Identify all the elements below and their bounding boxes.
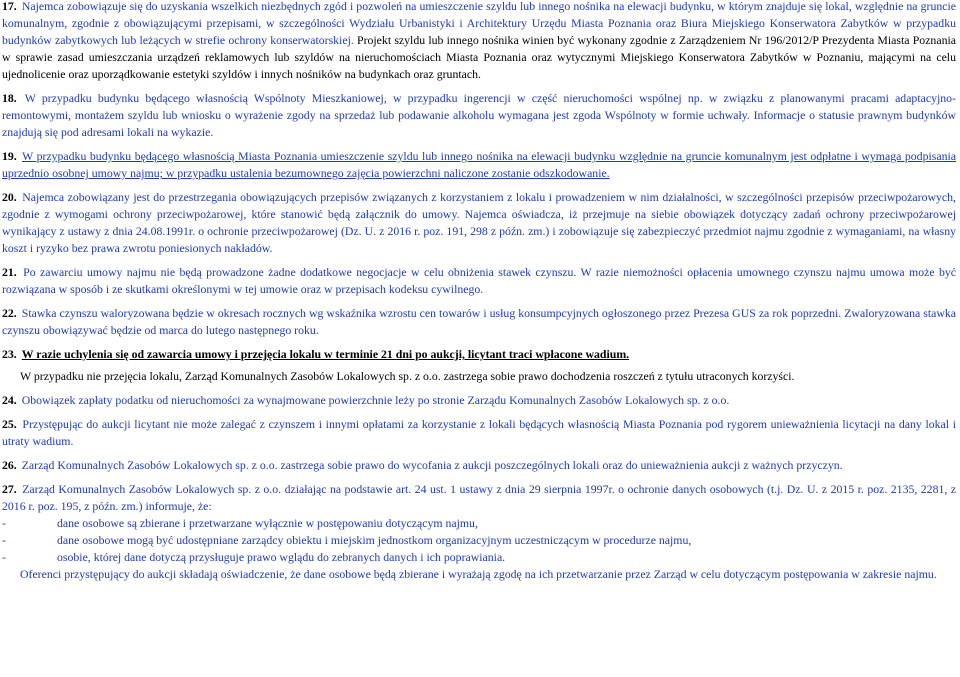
data-protection-list [2, 515, 956, 566]
paragraph-27-closing: Oferenci przystępujący do aukcji składają oświadczenie, że dane osobowe będą zbierane i wyrażają zgodę na ich przetwarzanie przez Zarząd w celu dotyczącym postępowania w zakresie najmu. [20, 567, 937, 581]
list-item: - dane osobowe są zbierane i przetwarzane wyłącznie w postępowaniu dotyczącym najmu, [2, 515, 956, 532]
paragraph-text: Projekt szyldu lub innego nośnika winien być wykonany zgodnie z Zarządzeniem Nr 196/2012/P Prezydenta Miasta Poznania w sprawie zasad umieszczania urządzeń reklamowych lub szyldów na nieruchomościach Miasta Poznania oraz wytycznymi Miejskiego Konserwatora Zabytków w Poznaniu, mającymi na celu ujednolicenie oraz uporządkowanie estetyki szyldów i innych nośników na budynkach oraz gruntach. [2, 33, 956, 81]
list-item: - dane osobowe mogą być udostępniane zarządcy obiektu i miejskim jednostkom organizacyjnym uczestniczącym w procedurze najmu, [2, 532, 956, 549]
paragraph-text: Zarząd Komunalnych Zasobów Lokalowych sp. z o.o. działając na podstawie art. 24 ust. 1 ustawy z dnia 29 sierpnia 1997r. o ochronie danych osobowych (t.j. Dz. U. z 2015 r. poz. 2135, 2281, z 2016 r. poz. 195, z późn. zm.) informuje, że: [2, 482, 957, 513]
paragraph-text: Najemca zobowiązany jest do przestrzegania obowiązujących przepisów związanych z korzystaniem z lokalu i prowadzeniem w nim działalności, w szczególności przepisów przeciwpożarowych, zgodnie z wymogami ochrony przeciwpożarowej, które stanowić będą załącznik do umowy. Najemca oświadcza, iż przejmuje na siebie obowiązek dotyczący zadań ochrony przeciwpożarowej wynikający z ustawy z dnia 24.08.1991r. o ochronie przeciwpożarowej (Dz. U. z 2016 r. poz. 191, 298 z późn. zm.) i zobowiązuje się zabezpieczyć przedmiot najmu zgodnie z wymaganiami, na własny koszt i ryzyko bez prawa zwrotu poniesionych nakładów. [2, 190, 956, 255]
paragraph-number: 27. [2, 482, 17, 496]
paragraph-number: 17. [2, 0, 17, 13]
paragraph-text: Przystępując do aukcji licytant nie może zalegać z czynszem i innymi opłatami za korzystanie z lokali będących własnością Miasta Poznania pod rygorem unieważnienia licytacji na dany lokal i utraty wadium. [2, 417, 956, 448]
paragraph-number: 23. [2, 347, 17, 361]
paragraph-text: Obowiązek zapłaty podatku od nieruchomości za wynajmowane powierzchnie leży po stronie Zarządu Komunalnych Zasobów Lokalowych sp. z o.o. [21, 393, 730, 407]
paragraph-21 [2, 264, 956, 298]
paragraph-24 [2, 392, 956, 409]
paragraph-text: W przypadku budynku będącego własnością Wspólnoty Mieszkaniowej, w przypadku ingerencji w część nieruchomości wspólnej np. w związku z planowanymi pracami adaptacyjno-remontowymi, montażem szyldu lub wniosku o wyrażenie zgody na sprzedaż lub podawanie alkoholu wymagana jest zgoda Wspólnoty w formie uchwały. Informacje o statusie prawnym budynków znajdują się pod adresami lokali na wykazie. [2, 91, 956, 139]
paragraph-number: 20. [2, 190, 17, 204]
list-item: - osobie, której dane dotyczą przysługuje prawo wglądu do zebranych danych i ich poprawiania. [2, 549, 956, 566]
paragraph-text: Stawka czynszu waloryzowana będzie w okresach rocznych wg wskaźnika wzrostu cen towarów i usług konsumpcyjnych ogłoszonego przez Prezesa GUS za rok poprzedni. Zwaloryzowana stawka czynszu obowiązywać będzie od marca do lutego następnego roku. [2, 306, 957, 337]
paragraph-number: 18. [2, 91, 17, 105]
paragraph-text: W przypadku budynku będącego własnością Miasta Poznania umieszczenie szyldu lub innego nośnika na elewacji budynku względnie na gruncie komunalnym jest odpłatne i wymaga podpisania uprzednio osobnej umowy najmu; w przypadku ustalenia bezumownego zajęcia powierzchni naliczone zostanie odszkodowanie. [2, 149, 956, 180]
paragraph-18 [2, 90, 956, 141]
paragraph-26 [2, 457, 956, 474]
paragraph-23-follow: W przypadku nie przejęcia lokalu, Zarząd Komunalnych Zasobów Lokalowych sp. z o.o. zastrzega sobie prawo dochodzenia roszczeń z tytułu utraconych korzyści. [20, 369, 795, 383]
paragraph-22 [2, 305, 956, 339]
paragraph-17 [2, 0, 956, 83]
paragraph-text-bold: W razie uchylenia się od zawarcia umowy i przejęcia lokalu w terminie 21 dni po aukcji, licytant traci wpłacone wadium. [21, 347, 630, 361]
paragraph-23 [2, 346, 956, 363]
paragraph-20 [2, 189, 956, 257]
paragraph-number: 21. [2, 265, 17, 279]
paragraph-19 [2, 148, 956, 182]
paragraph-text: Zarząd Komunalnych Zasobów Lokalowych sp. z o.o. zastrzega sobie prawo do wycofania z aukcji poszczególnych lokali oraz do unieważnienia aukcji z ważnych przyczyn. [21, 458, 843, 472]
paragraph-25 [2, 416, 956, 450]
paragraph-number: 24. [2, 393, 17, 407]
paragraph-27 [2, 481, 956, 515]
paragraph-number: 22. [2, 306, 17, 320]
paragraph-number: 19. [2, 149, 17, 163]
paragraph-number: 25. [2, 417, 17, 431]
paragraph-text-highlighted: Najemca zobowiązuje się do uzyskania wszelkich niezbędnych zgód i pozwoleń na umieszczenie szyldu lub innego nośnika na elewacji budynku, w którym znajduje się lokal, względnie na gruncie komunalnym, zgodnie z obowiązującymi przepisami, w szczególności Wydziału Urbanistyki i Architektury Urzędu Miasta Poznania oraz Biura Miejskiego Konserwatora Zabytków w przypadku budynków zabytkowych lub leżących w strefie ochrony konserwatorskiej. [2, 0, 957, 47]
paragraph-text: Po zawarciu umowy najmu nie będą prowadzone żadne dodatkowe negocjacje w celu obniżenia stawek czynszu. W razie niemożności opłacenia umownego czynszu najmu umowa może być rozwiązana w sposób i ze skutkami określonymi w tej umowie oraz w przepisach kodeksu cywilnego. [2, 265, 957, 296]
paragraph-number: 26. [2, 458, 17, 472]
